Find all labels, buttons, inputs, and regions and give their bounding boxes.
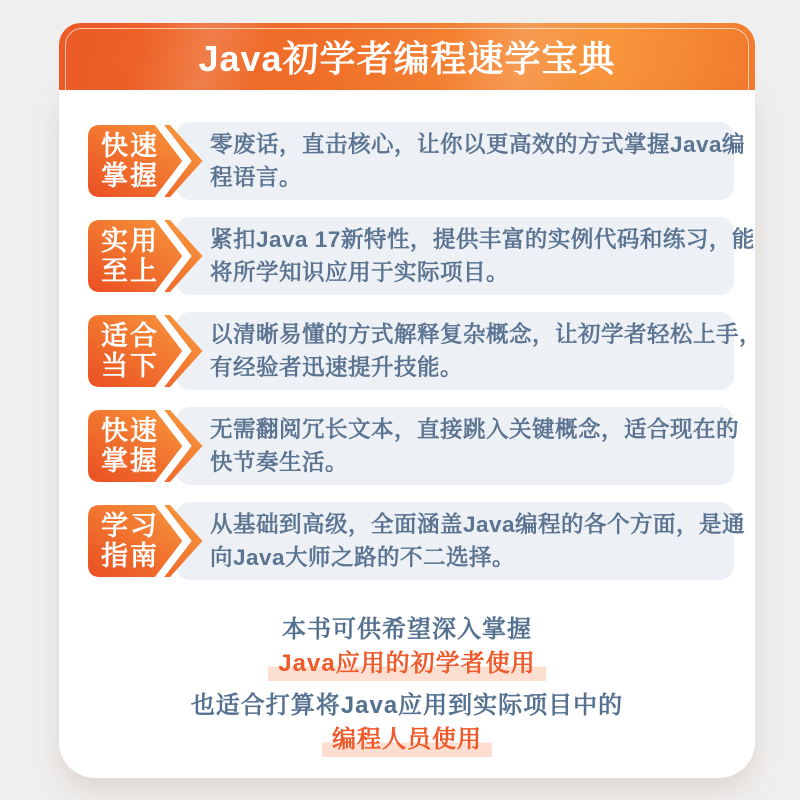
- feature-text: [210, 128, 746, 194]
- audience-note: [59, 613, 755, 757]
- feature-text-line: 无需翻阅冗长文本，直接跳入关键概念，适合现在的: [210, 417, 740, 442]
- feature-text-panel: [176, 122, 746, 200]
- feature-tag: [88, 505, 203, 577]
- feature-row: [88, 312, 763, 390]
- audience-highlight: Java应用的初学者使用: [268, 647, 545, 681]
- feature-tag: [88, 220, 203, 292]
- feature-text: [210, 413, 740, 479]
- audience-line: 也适合打算将Java应用到实际项目中的: [190, 692, 624, 719]
- feature-text: [210, 223, 755, 289]
- tag-label-line: 掌握: [101, 161, 159, 191]
- tag-label-line: 至上: [101, 256, 159, 286]
- tag-label-line: 快速: [101, 131, 159, 161]
- feature-text-line: 有经验者迅速提升技能。: [210, 355, 464, 380]
- feature-row: [88, 407, 740, 485]
- title-banner: [59, 23, 755, 90]
- feature-text-line: 从基础到高级，全面涵盖Java编程的各个方面，是通: [210, 512, 746, 537]
- feature-tag-label: [88, 315, 170, 387]
- feature-tag-label: [88, 410, 170, 482]
- feature-text-panel: [176, 502, 746, 580]
- tag-label-line: 适合: [101, 321, 159, 351]
- feature-row: [88, 217, 755, 295]
- feature-tag-label: [88, 505, 170, 577]
- feature-text-line: 将所学知识应用于实际项目。: [210, 260, 510, 285]
- audience-highlight: 编程人员使用: [322, 723, 492, 757]
- feature-tag-label: [88, 220, 170, 292]
- feature-text-line: 以清晰易懂的方式解释复杂概念，让初学者轻松上手，: [210, 322, 763, 347]
- feature-row: [88, 122, 746, 200]
- feature-text-line: 零废话，直击核心，让你以更高效的方式掌握Java编: [210, 132, 746, 157]
- feature-text: [210, 318, 763, 384]
- tag-label-line: 指南: [101, 541, 159, 571]
- feature-text-line: 程语言。: [210, 165, 303, 190]
- tag-label-line: 学习: [101, 511, 159, 541]
- tag-label-line: 掌握: [101, 446, 159, 476]
- feature-tag: [88, 410, 203, 482]
- tag-label-line: 当下: [101, 351, 159, 381]
- feature-text: [210, 508, 746, 574]
- feature-text-line: 向Java大师之路的不二选择。: [210, 545, 516, 570]
- feature-tag: [88, 125, 203, 197]
- feature-text-line: 紧扣Java 17新特性，提供丰富的实例代码和练习，能: [210, 227, 755, 252]
- tag-label-line: 实用: [101, 226, 159, 256]
- spacer: [59, 681, 755, 689]
- content-card: [59, 90, 763, 778]
- audience-line: 本书可供希望深入掌握: [282, 616, 532, 643]
- tag-label-line: 快速: [101, 416, 159, 446]
- feature-text-panel: [176, 407, 740, 485]
- feature-text-panel: [176, 217, 755, 295]
- feature-tag-label: [88, 125, 170, 197]
- feature-text-panel: [176, 312, 763, 390]
- feature-text-line: 快节奏生活。: [210, 450, 349, 475]
- feature-tag: [88, 315, 203, 387]
- page-title: Java初学者编程速学宝典: [198, 38, 616, 79]
- feature-row: [88, 502, 746, 580]
